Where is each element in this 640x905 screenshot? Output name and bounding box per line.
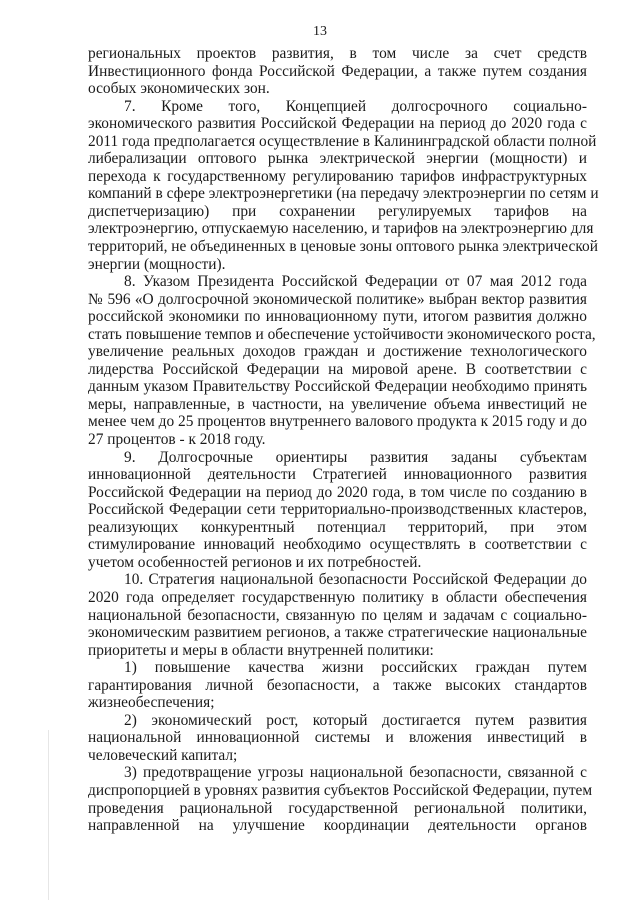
text-line: 8. Указом Президента Российской Федерации от 07 мая 2012 года	[124, 273, 587, 291]
text-line: 3) предотвращение угрозы национальной безопасности, связанной с	[124, 764, 587, 782]
text-line: меры, направленные, в частности, на увеличение объема инвестиций не	[88, 395, 587, 413]
text-line: территорий, не объединенных в ценовые зоны оптового рынка электрической	[88, 238, 598, 256]
text-line: 7. Кроме того, Концепцией долгосрочного социально-	[124, 97, 587, 115]
text-line: 1) повышение качества жизни российских граждан путем	[124, 659, 587, 677]
text-line: 2011 года предполагается осуществление в Калининградской области полной	[88, 132, 597, 150]
text-line: 10. Стратегия национальной безопасности Российской Федерации до	[124, 571, 587, 589]
text-line: компаний в сфере электроэнергетики (на передачу электроэнергии по сетям и	[88, 185, 599, 203]
text-line: электроэнергию, отпускаемую населению, и тарифов на электроэнергию для	[88, 220, 594, 238]
text-line: особых экономических зон.	[88, 80, 270, 98]
text-line: российской экономики по инновационному пути, итогом развития должно	[88, 308, 587, 326]
text-line: диспетчеризацию) при сохранении регулируемых тарифов на	[88, 202, 587, 220]
page-number: 13	[313, 24, 327, 39]
text-line: жизнеобеспечения;	[88, 694, 215, 712]
text-line: направленной на улучшение координации деятельности органов	[88, 817, 587, 835]
scan-edge-mark	[48, 730, 49, 900]
text-line: лидерства Российской Федерации на мировой арене. В соответствии с	[88, 360, 587, 378]
text-line: диспропорцией в уровнях развития субъектов Российской Федерации, путем	[88, 781, 593, 799]
text-line: данным указом Правительству Российской Федерации необходимо принять	[88, 378, 587, 396]
text-line: человеческий капитал;	[88, 746, 238, 764]
text-line: 9. Долгосрочные ориентиры развития заданы субъектам	[124, 448, 587, 466]
text-line: 2) экономический рост, который достигается путем развития	[124, 711, 587, 729]
text-line: учетом особенностей регионов и их потребностей.	[88, 553, 422, 571]
document-body	[88, 45, 599, 835]
text-line: либерализации оптового рынка электрической энергии (мощности) и	[88, 150, 587, 168]
text-line: увеличение реальных доходов граждан и достижение технологического	[88, 343, 587, 361]
text-line: экономического развития Российской Федерации на период до 2020 года с	[88, 115, 587, 133]
text-line: 2020 года определяет государственную политику в области обеспечения	[88, 588, 587, 606]
text-line: экономическим развитием регионов, а также стратегические национальные	[88, 624, 587, 642]
text-line: 27 процентов - к 2018 году.	[88, 431, 266, 449]
text-line: национальной инновационной системы и вложения инвестиций в	[88, 729, 587, 747]
text-line: Российской Федерации сети территориально-производственных кластеров,	[88, 501, 587, 519]
text-line: приоритеты и меры в области внутренней политики:	[88, 641, 434, 659]
text-line: национальной безопасности, связанную по целям и задачам с социально-	[88, 606, 587, 624]
text-line: Российской Федерации на период до 2020 года, в том числе по созданию в	[88, 483, 587, 501]
text-line: стимулирование инноваций необходимо осуществлять в соответствии с	[88, 536, 587, 554]
text-line: инновационной деятельности Стратегией инновационного развития	[88, 466, 587, 484]
text-line: энергии (мощности).	[88, 255, 226, 273]
text-line: № 596 «О долгосрочной экономической политике» выбран вектор развития	[88, 290, 587, 308]
text-line: реализующих конкурентный потенциал территорий, при этом	[88, 518, 587, 536]
text-line: региональных проектов развития, в том числе за счет средств	[88, 45, 587, 62]
text-line: стать повышение темпов и обеспечение устойчивости экономического роста,	[88, 325, 596, 343]
text-line: проведения рациональной государственной региональной политики,	[88, 799, 587, 817]
text-line: перехода к государственному регулированию тарифов инфраструктурных	[88, 167, 587, 185]
text-line: гарантирования личной безопасности, а также высоких стандартов	[88, 676, 587, 694]
text-line: Инвестиционного фонда Российской Федерации, а также путем создания	[88, 62, 587, 80]
text-line: менее чем до 25 процентов внутреннего валового продукта к 2015 году и до	[88, 413, 587, 431]
